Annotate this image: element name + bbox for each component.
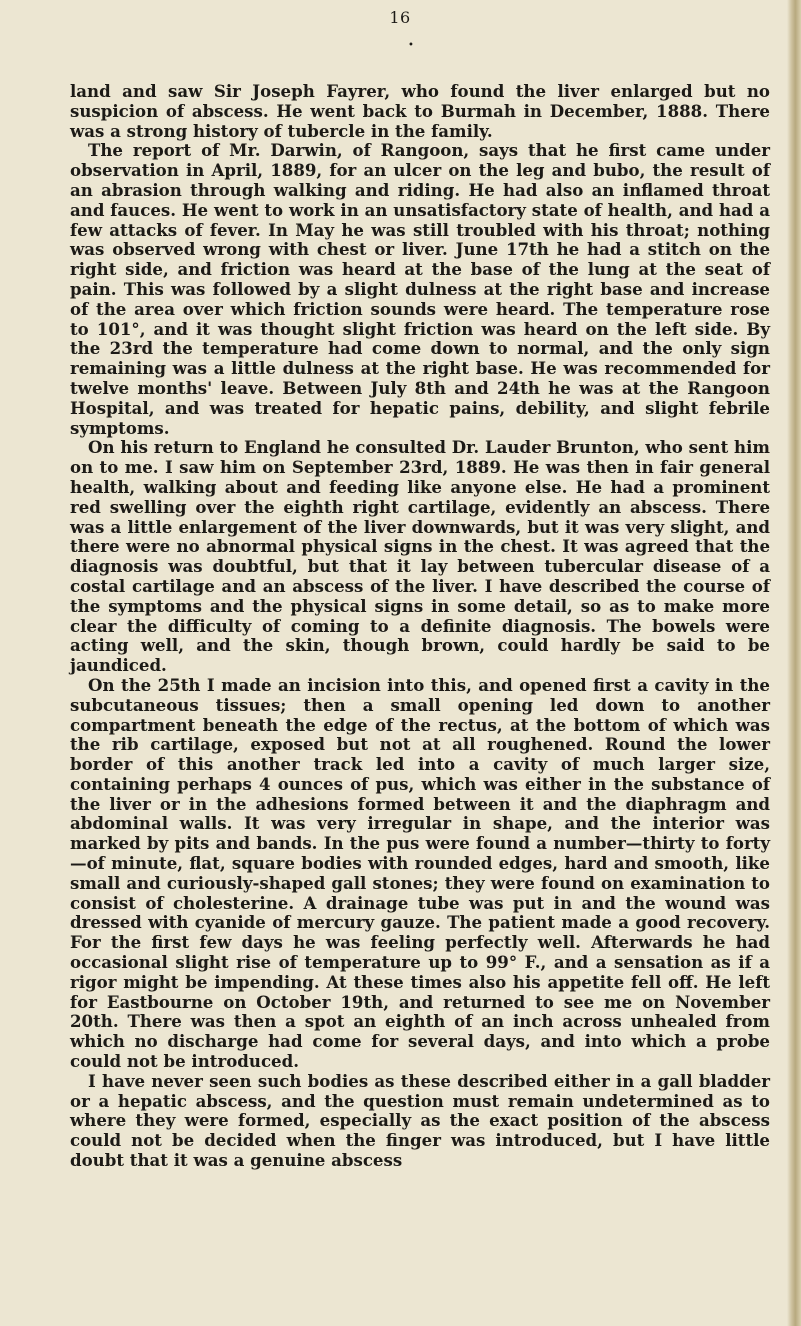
paragraph: On his return to England he consulted Dr. Lauder Brunton, who sent him on to me. I saw him on September 23rd, 1889. He was then in fair general health, walking about and feeding like anyone else. He had a prominent red swelling over the eighth right cartilage, evidently an abscess. There was a little enlargement of the liver downwards, but it was very slight, and there were no abnormal physical signs in the chest. It was agreed that the diagnosis was doubtful, but that it lay between tubercular disease of a costal cartilage and an abscess of the liver. I have described the course of the symptoms and the physical signs in some detail, so as to make more clear the difficulty of coming to a definite diagnosis. The bowels were acting well, and the skin, though brown, could hardly be said to be jaundiced. [70,437,770,676]
paragraph: The report of Mr. Darwin, of Rangoon, says that he first came under observation in April, 1889, for an ulcer on the leg and bubo, the result of an abrasion through walking and riding. He had also an inflamed throat and fauces. He went to work in an unsatisfactory state of health, and had a few attacks of fever. In May he was still troubled with his throat; nothing was observed wrong with chest or liver. June 17th he had a stitch on the right side, and friction was heard at the base of the lung at the seat of pain. This was followed by a slight dulness at the right base and increase of the area over which friction sounds were heard. The temperature rose to 101°, and it was thought slight friction was heard on the left side. By the 23rd the temperature had come down to normal, and the only sign remaining was a little dulness at the right base. He was recommended for twelve months' leave. Between July 8th and 24th he was at the Rangoon Hospital, and was treated for hepatic pains, debility, and slight febrile symptoms. [70,140,770,438]
page-mark: • [408,40,414,51]
paragraph: On the 25th I made an incision into this, and opened first a cavity in the subcutaneous tissues; then a small opening led down to another compartment beneath the edge of the rectus, at the bottom of which was the rib cartilage, exposed but not at all roughened. Round the lower border of this another track led into a cavity of much larger size, containing perhaps 4 ounces of pus, which was either in the substance of the liver or in the adhesions formed between it and the diaphragm and abdominal walls. It was very irregular in shape, and the interior was marked by pits and bands. In the pus were found a number—thirty to forty—of minute, flat, square bodies with rounded edges, hard and smooth, like small and curiously-shaped gall stones; they were found on examination to consist of cholesterine. A drainage tube was put in and the wound was dressed with cyanide of mercury gauze. The patient made a good recovery. For the first few days he was feeling perfectly well. Afterwards he had occasional slight rise of temperature up to 99° F., and a sensation as if a rigor might be impending. At these times also his appetite fell off. He left for Eastbourne on October 19th, and returned to see me on November 20th. There was then a spot an eighth of an inch across unhealed from which no discharge had come for several days, and into which a probe could not be introduced. [70,674,770,1072]
page-edge-shadow [787,0,801,1326]
paragraph: I have never seen such bodies as these described either in a gall bladder or a hepatic abscess, and the question must remain undetermined as to where they were formed, especially as the exact position of the abscess could not be decided when the finger was introduced, but I have little doubt that it was a genuine abscess [70,1070,770,1171]
page-number: 16 [389,8,411,27]
paragraph: land and saw Sir Joseph Fayrer, who found the liver enlarged but no suspicion of abscess. He went back to Burmah in December, 1888. There was a strong history of tubercle in the family. [70,81,770,141]
body-text [70,82,770,1171]
